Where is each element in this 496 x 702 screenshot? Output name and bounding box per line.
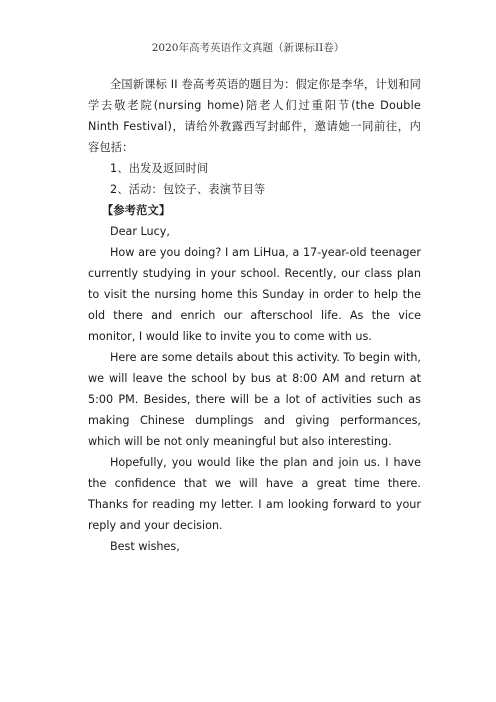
document-header: 2020年高考英语作文真题（新课标II卷） [151, 42, 345, 54]
prompt-point-1: 1、出发及返回时间 [110, 162, 209, 175]
letter-closing: Best wishes, [110, 540, 180, 553]
letter-greeting: Dear Lucy, [110, 225, 170, 238]
sample-heading: 【参考范文】 [102, 204, 171, 217]
document-body [88, 74, 421, 557]
letter-paragraph-3: Hopefully, you would like the plan and join us. I have the confidence that we will have a great time there. Thanks for reading my letter. I am looking forward to your reply and your decision. [88, 456, 421, 532]
prompt-intro: 全国新课标 II 卷高考英语的题目为：假定你是李华，计划和同学去敬老院(nursing home)陪老人们过重阳节(the Double Ninth Festival)，请给外教露西写封邮件，邀请她一同前往，内容包括： [88, 78, 421, 154]
letter-paragraph-2: Here are some details about this activity. To begin with, we will leave the school by bus at 8:00 AM and return at 5:00 PM. Besides, there will be a lot of activities such as making Chinese dumplings and giving performances, which will be not only meaningful but also interesting. [88, 351, 421, 448]
prompt-point-2: 2、活动：包饺子、表演节目等 [110, 183, 266, 196]
letter-paragraph-1: How are you doing? I am LiHua, a 17-year-old teenager currently studying in your school. Recently, our class plan to visit the nursing home this Sunday in order to help the old there and enrich our afterschool life. As the vice monitor, I would like to invite you to come with us. [88, 246, 421, 343]
